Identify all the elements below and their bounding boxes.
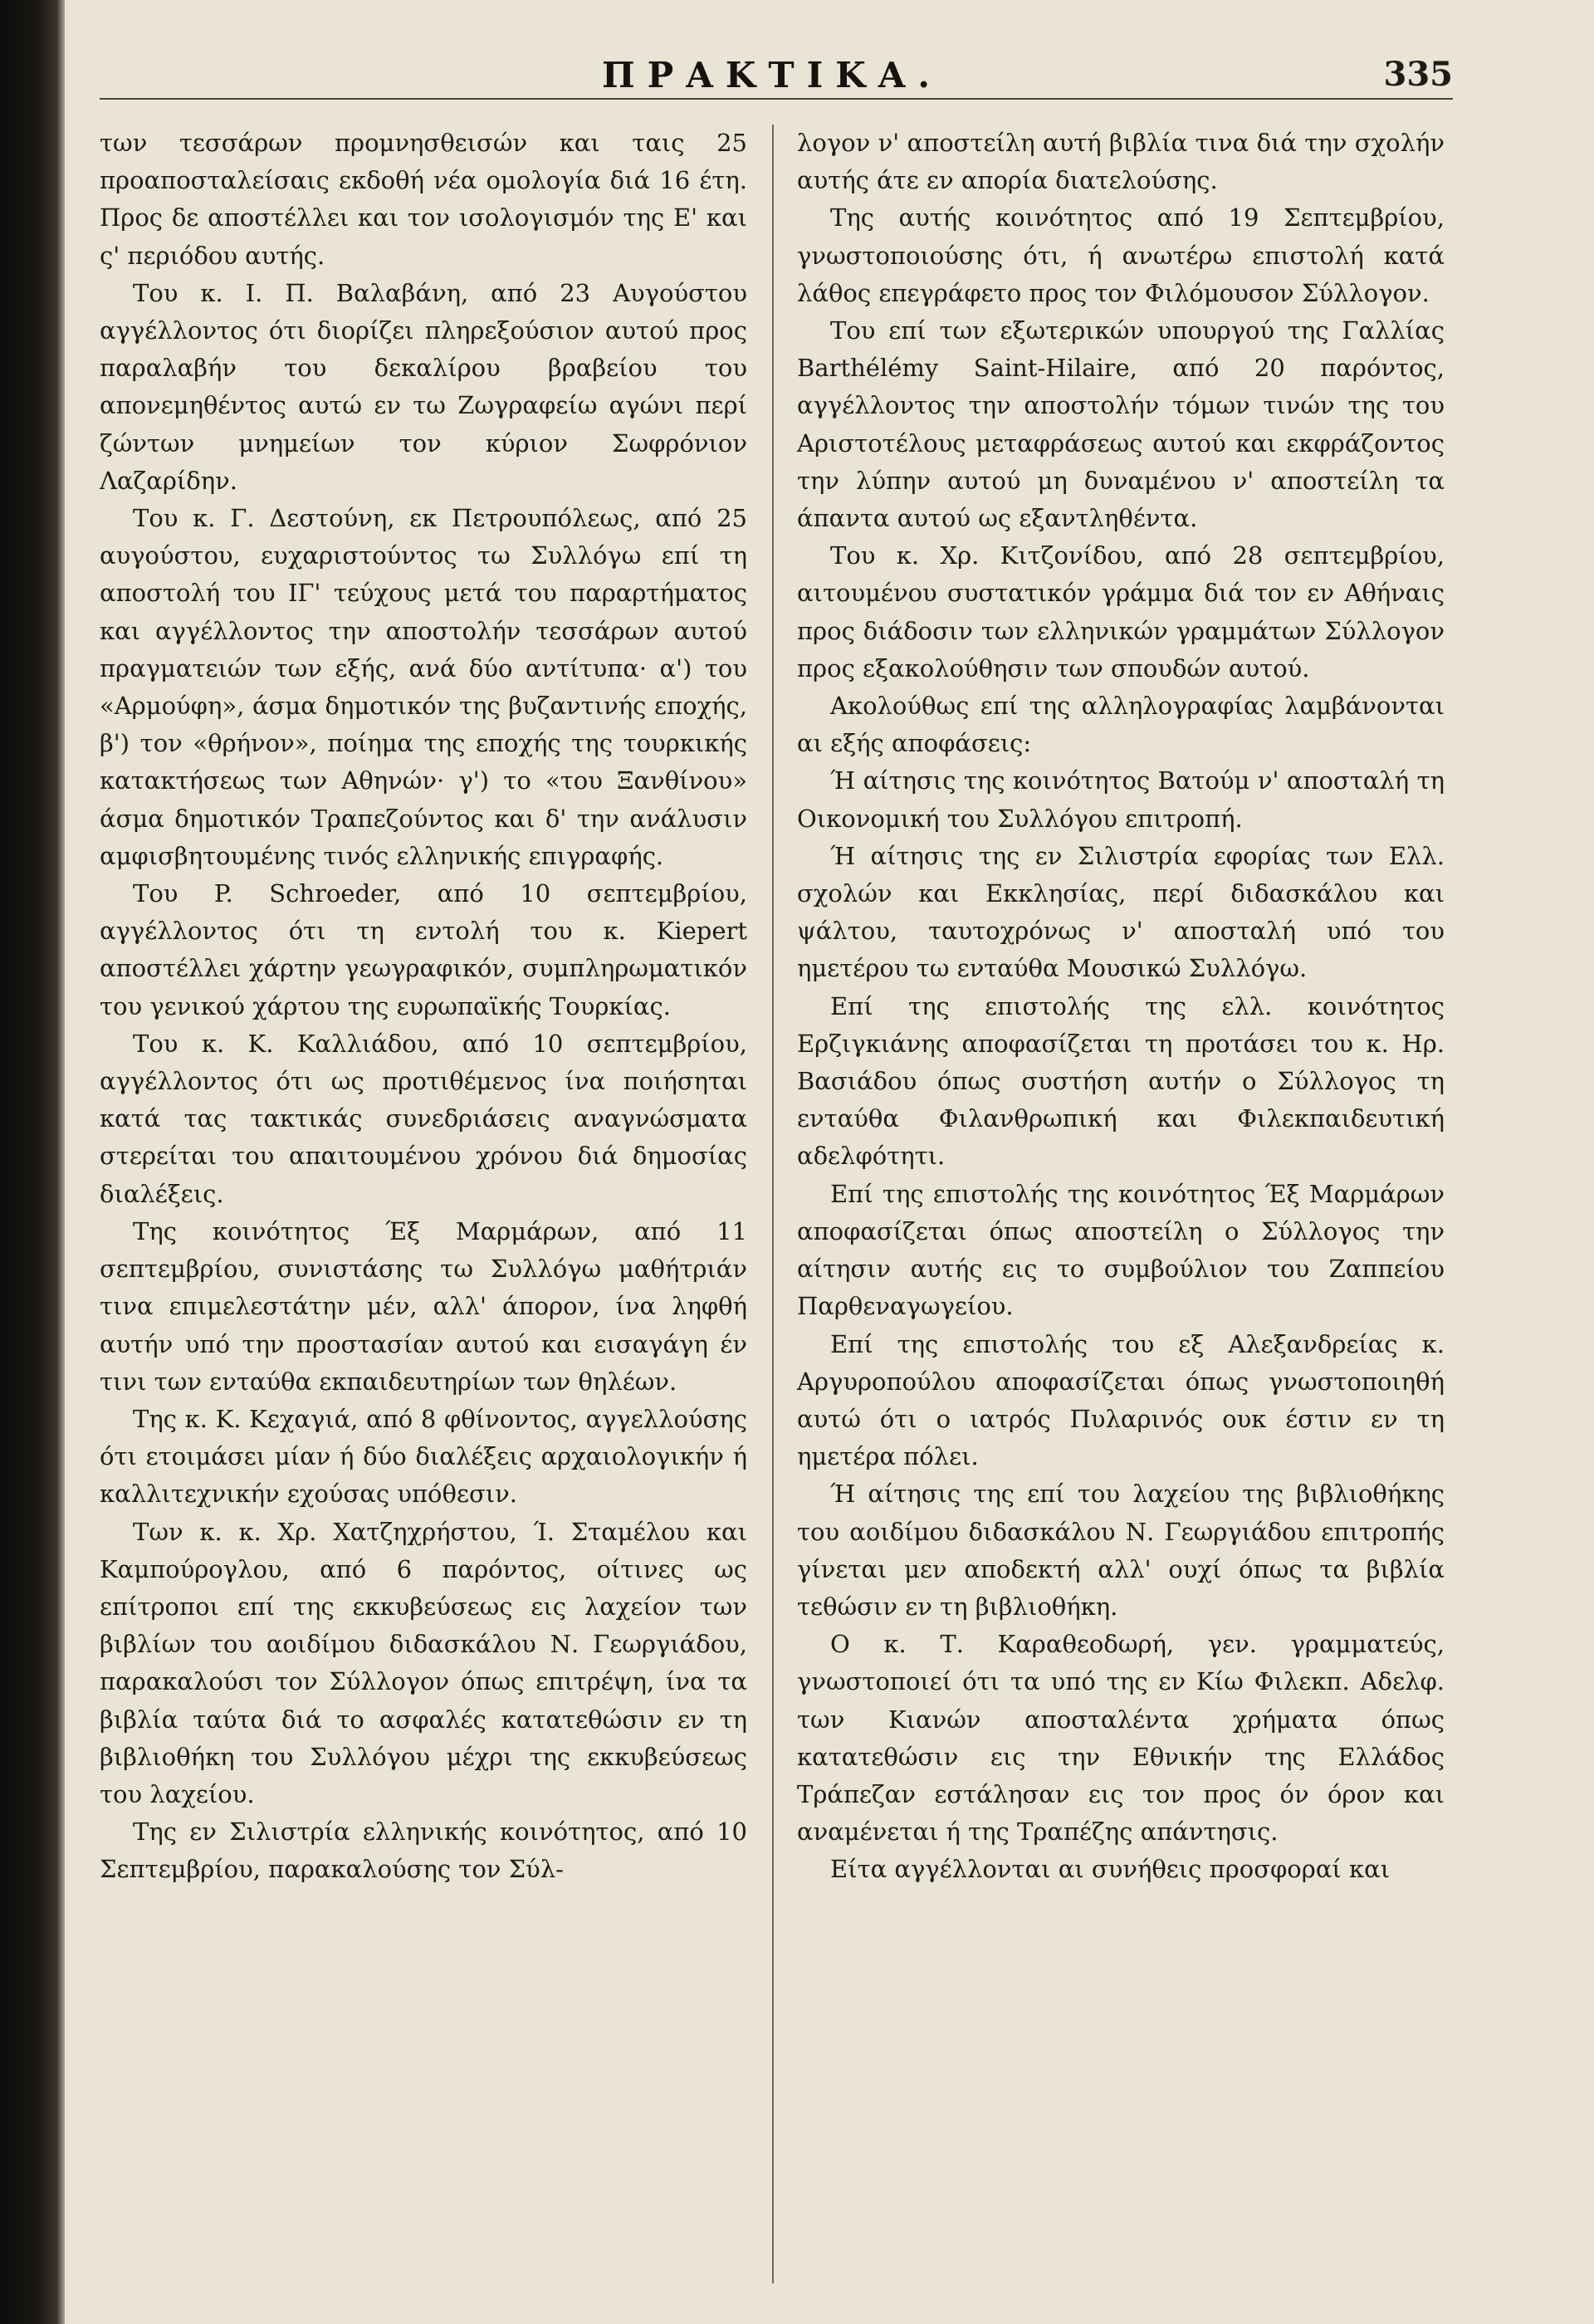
right-paragraph: Του κ. Χρ. Κιτζονίδου, από 28 σεπτεμβρίου, αιτουμένου συστατικόν γράμμα διά τον εν Αθήναις προς διάδοσιν των ελληνικών γραμμάτων Σύλλογον προς εξακολούθησιν των σπουδών αυτού. (797, 541, 1445, 683)
right-column (797, 125, 1445, 1889)
left-paragraph: Του κ. Γ. Δεστούνη, εκ Πετρουπόλεως, από 25 αυγούστου, ευχαριστούντος τω Συλλόγω επί τη αποστολή του ΙΓ' τεύχους μετά του παραρτήματος και αγγέλλοντος την αποστολήν τεσσάρων αυτού πραγματειών των εξής, ανά δύο αντίτυπα· α') του «Αρμούφη», άσμα δημοτικόν της βυζαντινής εποχής, β') τον «θρήνον», ποίημα της εποχής της τουρκικής κατακτήσεως των Αθηνών· γ') το «του Ξανθίνου» άσμα δημοτικόν Τραπεζούντος και δ' την ανάλυσιν αμφισβητουμένης τινός ελληνικής επιγραφής. (100, 504, 747, 870)
right-paragraph: Του επί των εξωτερικών υπουργού της Γαλλίας Barthélémy Saint-Hilaire, από 20 παρόντος, αγγέλλοντος την αποστολήν τόμων τινών της του Αριστοτέλους μεταφράσεως αυτού και εκφράζοντος την λύπην αυτού μη δυναμένου ν' αποστείλη τα άπαντα αυτού ως εξαντληθέντα. (797, 316, 1445, 533)
document-page (100, 50, 1453, 2292)
right-paragraph: Ο κ. Τ. Καραθεοδωρή, γεν. γραμματεύς, γνωστοποιεί ότι τα υπό της εν Κίω Φιλεκπ. Αδελφ. των Κιανών αποσταλέντα χρήματα όπως κατατεθώσιν εις την Εθνικήν της Ελλάδος Τράπεζαν εστάλησαν εις τον προς όν όρον και αναμένεται ή της Τραπέζης απάντησις. (797, 1630, 1445, 1847)
right-paragraph: Επί της επιστολής του εξ Αλεξανδρείας κ. Αργυροπούλου αποφασίζεται όπως γνωστοποιηθή αυτώ ότι ο ιατρός Πυλαρινός ουκ έστιν εν τη ημετέρα πόλει. (797, 1329, 1445, 1471)
right-paragraph: Επί της επιστολής της ελλ. κοινότητος Ερζιγκιάνης αποφασίζεται τη προτάσει του κ. Ηρ. Βασιάδου όπως συστήση αυτήν ο Σύλλογος τη ενταύθα Φιλανθρωπική και Φιλεκπαιδευτική αδελφότητι. (797, 991, 1445, 1171)
left-paragraph: Της κ. Κ. Κεχαγιά, από 8 φθίνοντος, αγγελλούσης ότι ετοιμάσει μίαν ή δύο διαλέξεις αρχαιολογικήν ή καλλιτεχνικήν εχούσας υπόθεσιν. (100, 1404, 747, 1509)
left-paragraph: Της κοινότητος Έξ Μαρμάρων, από 11 σεπτεμβρίου, συνιστάσης τω Συλλόγω μαθήτριάν τινα επιμελεστάτην μέν, αλλ' άπορον, ίνα ληφθή αυτήν υπό την προστασίαν αυτού και εισαγάγη έν τινι των ενταύθα εκπαιδευτηρίων των θηλέων. (100, 1216, 747, 1396)
page-header (100, 50, 1453, 116)
right-paragraph: Είτα αγγέλλονται αι συνήθεις προσφοραί και (830, 1855, 1391, 1884)
left-paragraph: Του κ. Ι. Π. Βαλαβάνη, από 23 Αυγούστου αγγέλλοντος ότι διορίζει πληρεξούσιον αυτού προς παραλαβήν του δεκαλίρου βραβείου του απονεμηθέντος αυτώ εν τω Ζωγραφείω αγώνι περί ζώντων μνημείων τον κύριον Σωφρόνιον Λαζαρίδην. (100, 278, 747, 495)
page-number: 335 (1383, 55, 1453, 94)
column-divider (772, 125, 775, 2283)
left-paragraph: Του κ. Κ. Καλλιάδου, από 10 σεπτεμβρίου, αγγέλλοντος ότι ως προτιθέμενος ίνα ποιήσηται κατά τας τακτικάς συνεδριάσεις αναγνώσματα στερείται του απαιτουμένου χρόνου διά δημοσίας διαλέξεις. (100, 1029, 747, 1208)
right-paragraph: λογον ν' αποστείλη αυτή βιβλία τινα διά την σχολήν αυτής άτε εν απορία διατελούσης. (797, 129, 1445, 195)
header-rule (100, 98, 1453, 100)
right-paragraph: Επί της επιστολής της κοινότητος Έξ Μαρμάρων αποφασίζεται όπως αποστείλη ο Σύλλογος την αίτησιν αυτής εις το συμβούλιον του Ζαππείου Παρθεναγωγείου. (797, 1179, 1445, 1321)
right-paragraph: Ακολούθως επί της αλληλογραφίας λαμβάνονται αι εξής αποφάσεις: (797, 692, 1445, 758)
left-column (100, 125, 747, 1889)
left-paragraph: Των κ. κ. Χρ. Χατζηχρήστου, Ί. Σταμέλου και Καμπούρογλου, από 6 παρόντος, οίτινες ως επίτροποι επί της εκκυβεύσεως εις λαχείον των βιβλίων του αοιδίμου διδασκάλου Ν. Γεωργιάδου, παρακαλούσι τον Σύλλογον όπως επιτρέψη, ίνα τα βιβλία ταύτα διά το ασφαλές κατατεθώσιν εν τη βιβλιοθήκη του Συλλόγου μέχρι της εκκυβεύσεως του λαχείου. (100, 1517, 747, 1808)
running-title: ΠΡΑΚΤΙΚΑ. (602, 55, 942, 95)
text-columns (100, 125, 1445, 2292)
left-paragraph: Της εν Σιλιστρία ελληνικής κοινότητος, από 10 Σεπτεμβρίου, παρακαλούσης τον Σύλ- (100, 1818, 747, 1884)
left-paragraph: των τεσσάρων προμνησθεισών και ταις 25 προαποσταλείσαις εκδοθή νέα ομολογία διά 16 έτη. Προς δε αποστέλλει και τον ισολογισμόν της Ε' και ς' περιόδου αυτής. (100, 129, 747, 270)
right-paragraph: Ή αίτησις της εν Σιλιστρία εφορίας των Ελλ. σχολών και Εκκλησίας, περί διδασκάλου και ψάλτου, ταυτοχρόνως ν' αποσταλή υπό του ημετέρου τω ενταύθα Μουσικώ Συλλόγω. (797, 841, 1445, 983)
left-paragraph: Του P. Schroeder, από 10 σεπτεμβρίου, αγγέλλοντος ότι τη εντολή του κ. Kiepert αποστέλλει χάρτην γεωγραφικόν, συμπληρωματικόν του γενικού χάρτου της ευρωπαϊκής Τουρκίας. (100, 879, 747, 1020)
right-paragraph: Της αυτής κοινότητος από 19 Σεπτεμβρίου, γνωστοποιούσης ότι, ή ανωτέρω επιστολή κατά λάθος επεγράφετο προς τον Φιλόμουσον Σύλλογον. (797, 203, 1445, 307)
right-paragraph: Ή αίτησις της επί του λαχείου της βιβλιοθήκης του αοιδίμου διδασκάλου Ν. Γεωργιάδου επιτροπής γίνεται μεν αποδεκτή αλλ' ουχί όπως τα βιβλία τεθώσιν εν τη βιβλιοθήκη. (797, 1480, 1445, 1621)
book-binding-edge (0, 0, 65, 2324)
right-paragraph: Ή αίτησις της κοινότητος Βατούμ ν' αποσταλή τη Οικονομική του Συλλόγου επιτροπή. (797, 766, 1445, 833)
